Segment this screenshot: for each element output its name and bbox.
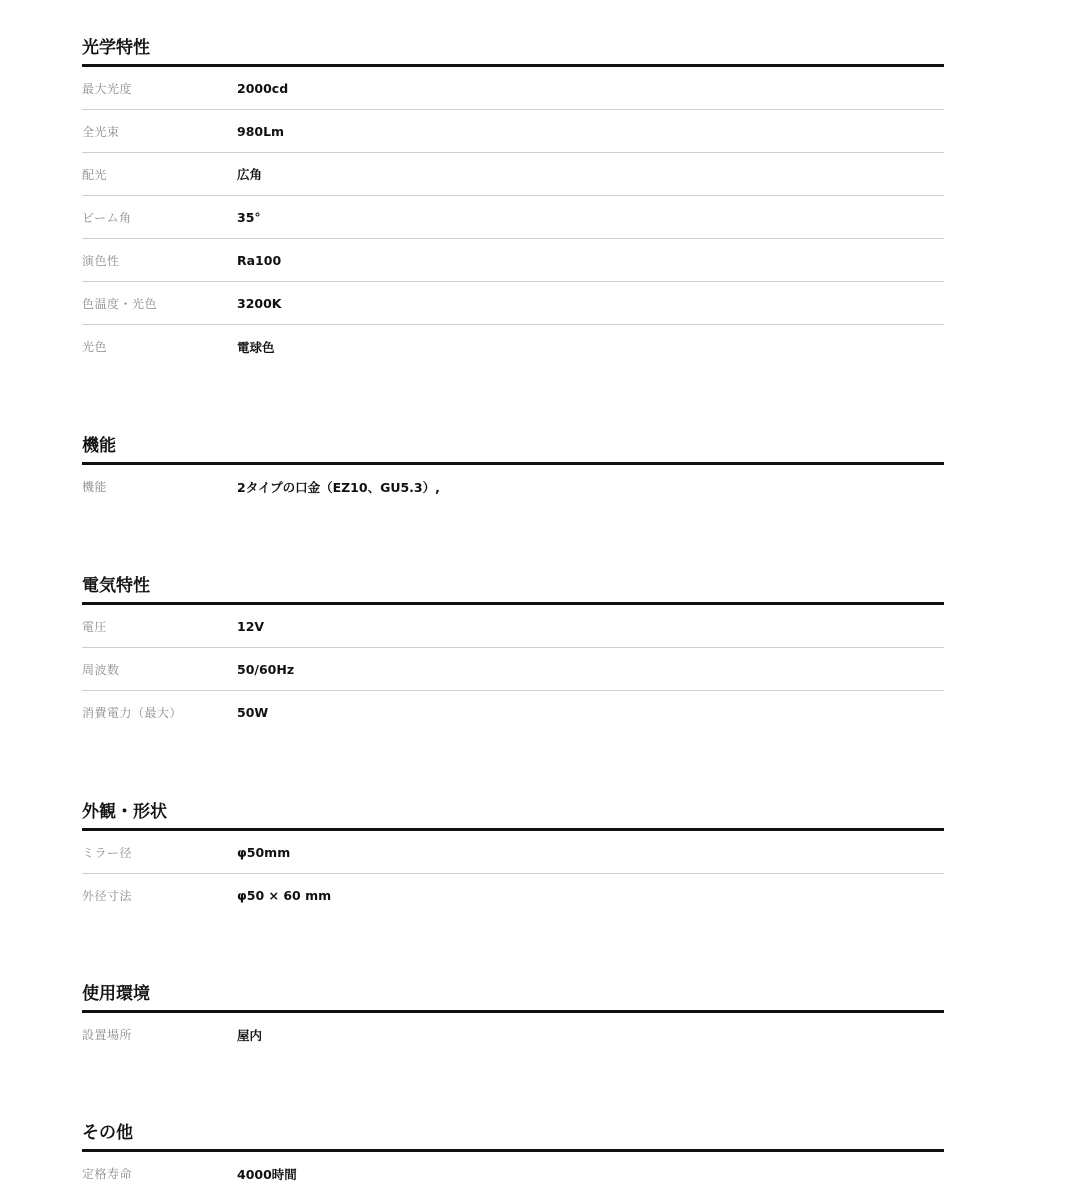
spec-value: 50W: [237, 705, 269, 720]
spec-value: 屋内: [237, 1027, 263, 1043]
spec-label: 消費電力（最大）: [82, 706, 183, 720]
section-title: 光学特性: [82, 38, 150, 58]
section-other: [82, 1117, 944, 1195]
spec-value: 35°: [237, 209, 261, 225]
spec-value: 4000時間: [237, 1166, 297, 1182]
spec-value: 広角: [237, 167, 263, 182]
spec-row: [82, 605, 944, 648]
spec-label: 定格寿命: [82, 1167, 133, 1181]
spec-label: 外径寸法: [82, 889, 133, 903]
spec-value: 980Lm: [237, 123, 285, 139]
spec-row: [82, 282, 944, 325]
spec-value: Ra100: [237, 252, 282, 268]
spec-label: 光色: [82, 340, 108, 354]
spec-value: φ50 × 60 mm: [237, 888, 332, 903]
spec-label: 周波数: [82, 662, 120, 677]
section-appearance: [82, 796, 944, 917]
spec-row: [82, 465, 944, 508]
spec-value: 2タイプの口金（EZ10、GU5.3）,: [237, 479, 440, 495]
spec-label: 機能: [82, 480, 108, 494]
section-optical: [82, 32, 944, 368]
spec-row: [82, 196, 944, 239]
spec-label: ビーム角: [82, 210, 132, 225]
section-electrical: [82, 570, 944, 734]
spec-value: 50/60Hz: [237, 661, 295, 677]
spec-label: 全光束: [82, 124, 120, 139]
section-environment: [82, 978, 944, 1056]
section-function: [82, 430, 944, 508]
spec-label: ミラー径: [82, 845, 133, 860]
section-title: 使用環境: [82, 984, 150, 1004]
section-title: 電気特性: [82, 576, 150, 596]
spec-row: [82, 648, 944, 691]
spec-label: 設置場所: [82, 1028, 133, 1042]
spec-row: [82, 67, 944, 110]
spec-row: [82, 1013, 944, 1056]
spec-row: [82, 110, 944, 153]
spec-value: φ50mm: [237, 844, 291, 860]
spec-label: 演色性: [82, 253, 120, 268]
spec-value: 2000cd: [237, 80, 289, 96]
section-title: その他: [82, 1123, 133, 1143]
spec-label: 最大光度: [82, 81, 133, 96]
spec-value: 電球色: [237, 339, 275, 355]
section-title: 外観・形状: [82, 802, 167, 822]
spec-value: 3200K: [237, 295, 282, 311]
spec-row: [82, 239, 944, 282]
spec-value: 12V: [237, 618, 265, 634]
spec-label: 電圧: [82, 619, 108, 634]
spec-label: 配光: [82, 167, 108, 182]
spec-row: [82, 1152, 944, 1195]
spec-row: [82, 153, 944, 196]
spec-label: 色温度・光色: [82, 296, 158, 311]
spec-row: [82, 691, 944, 734]
spec-row: [82, 874, 944, 917]
spec-row: [82, 325, 944, 368]
spec-row: [82, 831, 944, 874]
section-title: 機能: [82, 436, 116, 456]
